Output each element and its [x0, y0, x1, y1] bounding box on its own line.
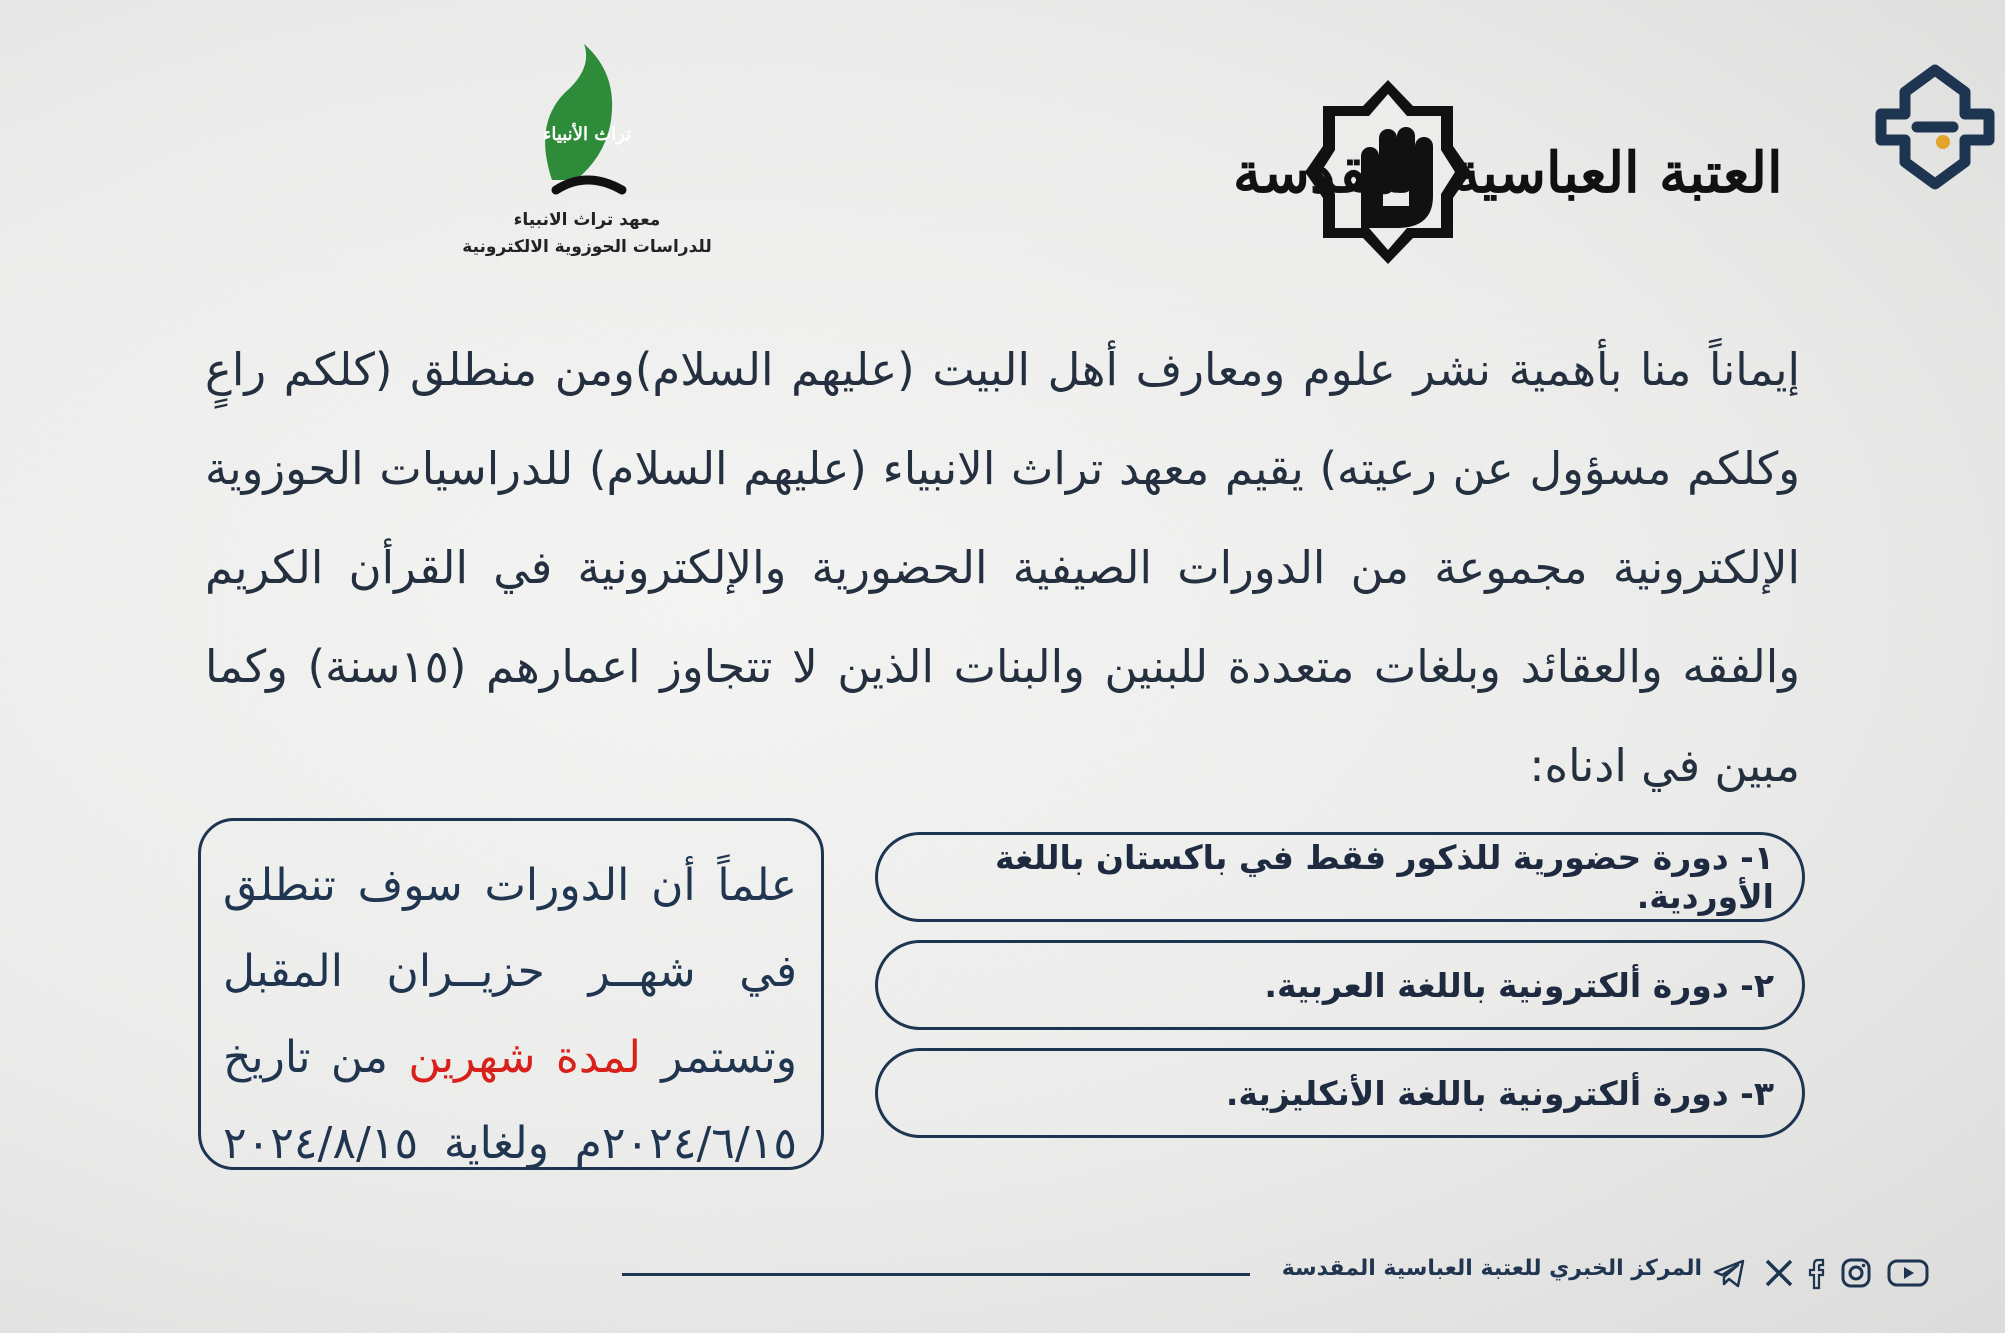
- svg-text:معهد تراث الانبياء: معهد تراث الانبياء: [513, 210, 661, 230]
- note-line-3-end: من تاريخ: [223, 1032, 409, 1083]
- duration-highlight: لمدة شهرين: [408, 1032, 641, 1083]
- course-item-3: ٣- دورة ألكترونية باللغة الأنكليزية.: [875, 1048, 1805, 1138]
- schedule-note-box: [198, 818, 824, 1170]
- note-line-3: [223, 1015, 797, 1101]
- course-item-1: ١- دورة حضورية للذكور فقط في باكستان باللغة الأوردية.: [875, 832, 1805, 922]
- svg-text:تراث الأنبياء: تراث الأنبياء: [542, 124, 632, 145]
- note-line-4-dates: ٢٠٢٤/٦/١٥م ولغاية ٢٠٢٤/٨/١٥: [223, 1118, 797, 1169]
- note-line-1: علماً أن الدورات سوف تنطلق: [223, 860, 797, 911]
- x-icon[interactable]: [1764, 1256, 1794, 1290]
- prophets-heritage-institute-logo: [462, 40, 712, 265]
- svg-text:للدراسات الحوزوية الالكترونية: للدراسات الحوزوية الالكترونية: [462, 237, 712, 257]
- news-center-emblem-icon: [1865, 62, 2005, 192]
- note-line-2: في شهــر حزيــران المقبل: [223, 946, 797, 997]
- abbas-shrine-calligraphy-logo: [768, 120, 1783, 230]
- course-item-2: ٢- دورة ألكترونية باللغة العربية.: [875, 940, 1805, 1030]
- footer-divider: [622, 1273, 1250, 1276]
- instagram-icon[interactable]: [1840, 1256, 1872, 1290]
- note-line-3-start: وتستمر: [640, 1032, 797, 1083]
- youtube-icon[interactable]: [1886, 1256, 1930, 1290]
- intro-paragraph: إيماناً منا بأهمية نشر علوم ومعارف أهل البيت (عليهم السلام)ومن منطلق (كلكم راعٍ وكلكم مسؤول عن رعيته) يقيم معهد تراث الانبياء (عليهم السلام) للدراسيات الحوزوية الإلكترونية مجموعة من الدورات الصيفية الحضورية والإلكترونية في القرأن الكريم والفقه والعقائد وبلغات متعددة للبنين والبنات الذين لا تتجاوز اعمارهم (١٥سنة) وكما مبين في ادناه:: [205, 343, 1800, 792]
- footer-source: المركز الخبري للعتبة العباسية المقدسة: [1281, 1256, 1702, 1281]
- facebook-icon[interactable]: [1808, 1256, 1828, 1290]
- telegram-icon[interactable]: [1712, 1256, 1746, 1290]
- svg-text:العتبة العباسية المقدسة: العتبة العباسية المقدسة: [1233, 140, 1783, 206]
